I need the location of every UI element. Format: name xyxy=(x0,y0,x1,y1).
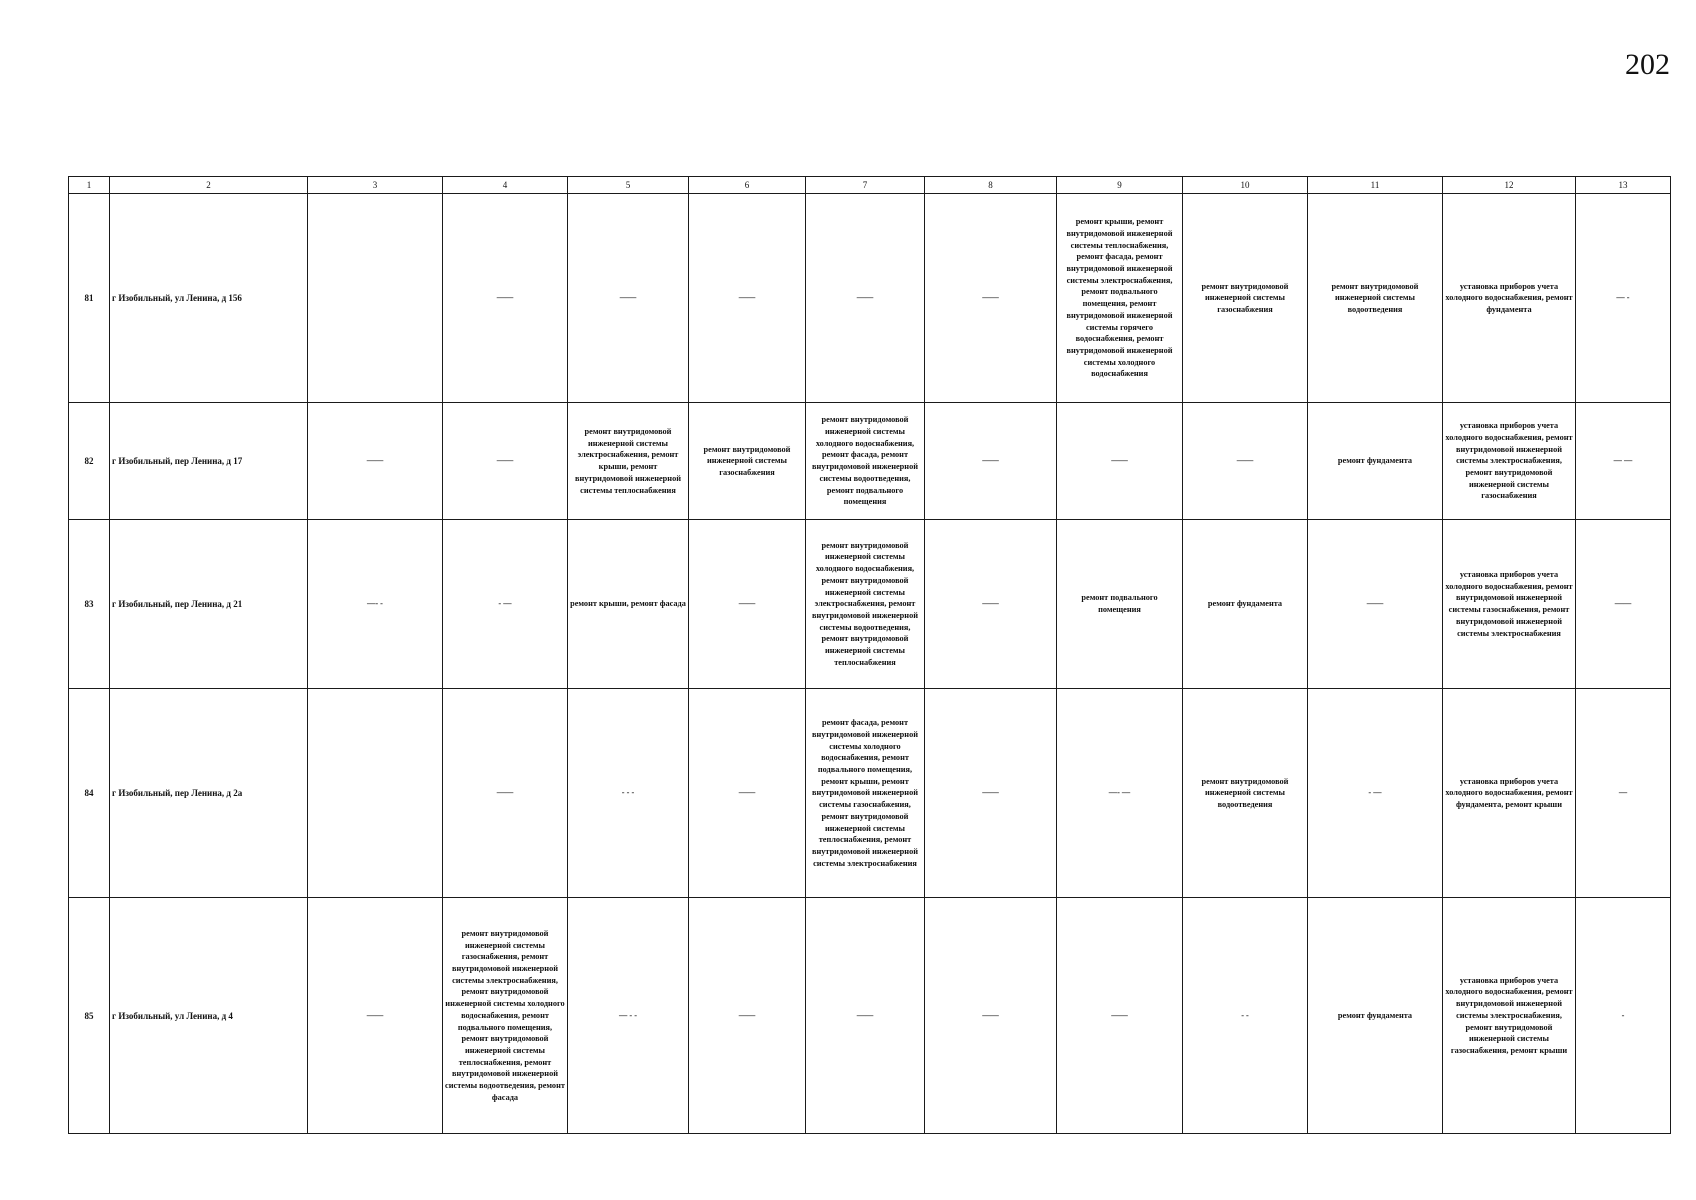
table-cell: —— xyxy=(1183,403,1308,520)
column-header: 4 xyxy=(443,177,568,194)
table-cell: —— xyxy=(1057,898,1183,1134)
table-cell: —— xyxy=(806,898,925,1134)
column-header: 2 xyxy=(110,177,308,194)
table-cell: — - - xyxy=(568,898,689,1134)
table-cell: ремонт фундамента xyxy=(1183,520,1308,689)
table-cell: —— xyxy=(925,520,1057,689)
table-row xyxy=(69,403,1671,520)
page-number: 202 xyxy=(1625,48,1670,81)
table-cell: —— xyxy=(689,689,806,898)
table-cell: ремонт внутридомовой инженерной системы водоотведения xyxy=(1308,194,1443,403)
table-cell: —— xyxy=(308,403,443,520)
table-row xyxy=(69,194,1671,403)
table-cell: —— xyxy=(1576,520,1671,689)
table-cell: ремонт внутридомовой инженерной системы холодного водоснабжения, ремонт внутридомовой инженерной системы электроснабжения, ремонт внутридомовой инженерной системы водоотведения, ремонт внутридомовой инженерной системы теплоснабжения xyxy=(806,520,925,689)
column-header: 6 xyxy=(689,177,806,194)
table-cell: —— xyxy=(925,689,1057,898)
column-header: 3 xyxy=(308,177,443,194)
table-cell: ремонт фасада, ремонт внутридомовой инженерной системы холодного водоснабжения, ремонт подвального помещения, ремонт крыши, ремонт внутридомовой инженерной системы газоснабжения, ремонт внутридомовой инженерной системы теплоснабжения, ремонт внутридомовой инженерной системы электроснабжения xyxy=(806,689,925,898)
table-cell: —— xyxy=(443,194,568,403)
table-cell: — xyxy=(1576,689,1671,898)
column-header: 8 xyxy=(925,177,1057,194)
table-cell: ремонт подвального помещения xyxy=(1057,520,1183,689)
table-cell: установка приборов учета холодного водоснабжения, ремонт внутридомовой инженерной системы электроснабжения, ремонт внутридомовой инженерной системы газоснабжения, ремонт крыши xyxy=(1443,898,1576,1134)
table-cell: - - - xyxy=(568,689,689,898)
table-cell: - — xyxy=(1308,689,1443,898)
column-header: 1 xyxy=(69,177,110,194)
table-cell: ремонт внутридомовой инженерной системы холодного водоснабжения, ремонт фасада, ремонт внутридомовой инженерной системы водоотведения, ремонт подвального помещения xyxy=(806,403,925,520)
table-cell: —— xyxy=(1308,520,1443,689)
column-header: 13 xyxy=(1576,177,1671,194)
table-cell: ремонт внутридомовой инженерной системы водоотведения xyxy=(1183,689,1308,898)
table-cell: —— xyxy=(925,194,1057,403)
table-cell: установка приборов учета холодного водоснабжения, ремонт внутридомовой инженерной системы газоснабжения, ремонт внутридомовой инженерной системы электроснабжения xyxy=(1443,520,1576,689)
table-cell: - - xyxy=(1183,898,1308,1134)
table-cell: —— xyxy=(1057,403,1183,520)
column-header: 7 xyxy=(806,177,925,194)
column-header: 5 xyxy=(568,177,689,194)
table-cell: - xyxy=(1576,898,1671,1134)
table-cell: —— xyxy=(689,898,806,1134)
column-header: 12 xyxy=(1443,177,1576,194)
table-cell: установка приборов учета холодного водоснабжения, ремонт внутридомовой инженерной системы электроснабжения, ремонт внутридомовой инженерной системы газоснабжения xyxy=(1443,403,1576,520)
table-row xyxy=(69,520,1671,689)
table-cell xyxy=(308,689,443,898)
table-row xyxy=(69,898,1671,1134)
row-address: г Изобильный, пер Ленина, д 2а xyxy=(110,689,308,898)
column-header: 11 xyxy=(1308,177,1443,194)
table-cell: —— xyxy=(689,520,806,689)
table-cell: —— xyxy=(925,403,1057,520)
row-address: г Изобильный, пер Ленина, д 17 xyxy=(110,403,308,520)
table-cell: — — xyxy=(1576,403,1671,520)
table-row xyxy=(69,689,1671,898)
row-number: 83 xyxy=(69,520,110,689)
table-cell: — - xyxy=(1576,194,1671,403)
table-cell: —— xyxy=(308,898,443,1134)
table-cell: установка приборов учета холодного водоснабжения, ремонт фундамента, ремонт крыши xyxy=(1443,689,1576,898)
repair-schedule-table xyxy=(68,176,1671,1134)
table-cell: установка приборов учета холодного водоснабжения, ремонт фундамента xyxy=(1443,194,1576,403)
table-cell: —— xyxy=(689,194,806,403)
row-address: г Изобильный, ул Ленина, д 4 xyxy=(110,898,308,1134)
table-cell: ремонт внутридомовой инженерной системы газоснабжения, ремонт внутридомовой инженерной системы электроснабжения, ремонт внутридомовой инженерной системы холодного водоснабжения, ремонт подвального помещения, ремонт внутридомовой инженерной системы теплоснабжения, ремонт внутридомовой инженерной системы водоотведения, ремонт фасада xyxy=(443,898,568,1134)
table-cell: - — xyxy=(443,520,568,689)
row-address: г Изобильный, пер Ленина, д 21 xyxy=(110,520,308,689)
row-number: 85 xyxy=(69,898,110,1134)
table-cell xyxy=(308,194,443,403)
table-cell: —— xyxy=(806,194,925,403)
table-cell: ремонт внутридомовой инженерной системы газоснабжения xyxy=(689,403,806,520)
table-cell: ремонт внутридомовой инженерной системы электроснабжения, ремонт крыши, ремонт внутридомовой инженерной системы теплоснабжения xyxy=(568,403,689,520)
table-cell: —- — xyxy=(1057,689,1183,898)
table-cell: ремонт фундамента xyxy=(1308,403,1443,520)
table-cell: —— xyxy=(443,689,568,898)
column-number-row xyxy=(69,177,1671,194)
column-header: 10 xyxy=(1183,177,1308,194)
table-cell: ремонт крыши, ремонт фасада xyxy=(568,520,689,689)
table-cell: —- - xyxy=(308,520,443,689)
row-number: 84 xyxy=(69,689,110,898)
table-cell: ремонт внутридомовой инженерной системы газоснабжения xyxy=(1183,194,1308,403)
table-cell: —— xyxy=(568,194,689,403)
row-number: 82 xyxy=(69,403,110,520)
column-header: 9 xyxy=(1057,177,1183,194)
table-cell: —— xyxy=(925,898,1057,1134)
row-address: г Изобильный, ул Ленина, д 156 xyxy=(110,194,308,403)
table-cell: ремонт крыши, ремонт внутридомовой инженерной системы теплоснабжения, ремонт фасада, ремонт внутридомовой инженерной системы электроснабжения, ремонт подвального помещения, ремонт внутридомовой инженерной системы горячего водоснабжения, ремонт внутридомовой инженерной системы холодного водоснабжения xyxy=(1057,194,1183,403)
table-cell: —— xyxy=(443,403,568,520)
table-cell: ремонт фундамента xyxy=(1308,898,1443,1134)
row-number: 81 xyxy=(69,194,110,403)
